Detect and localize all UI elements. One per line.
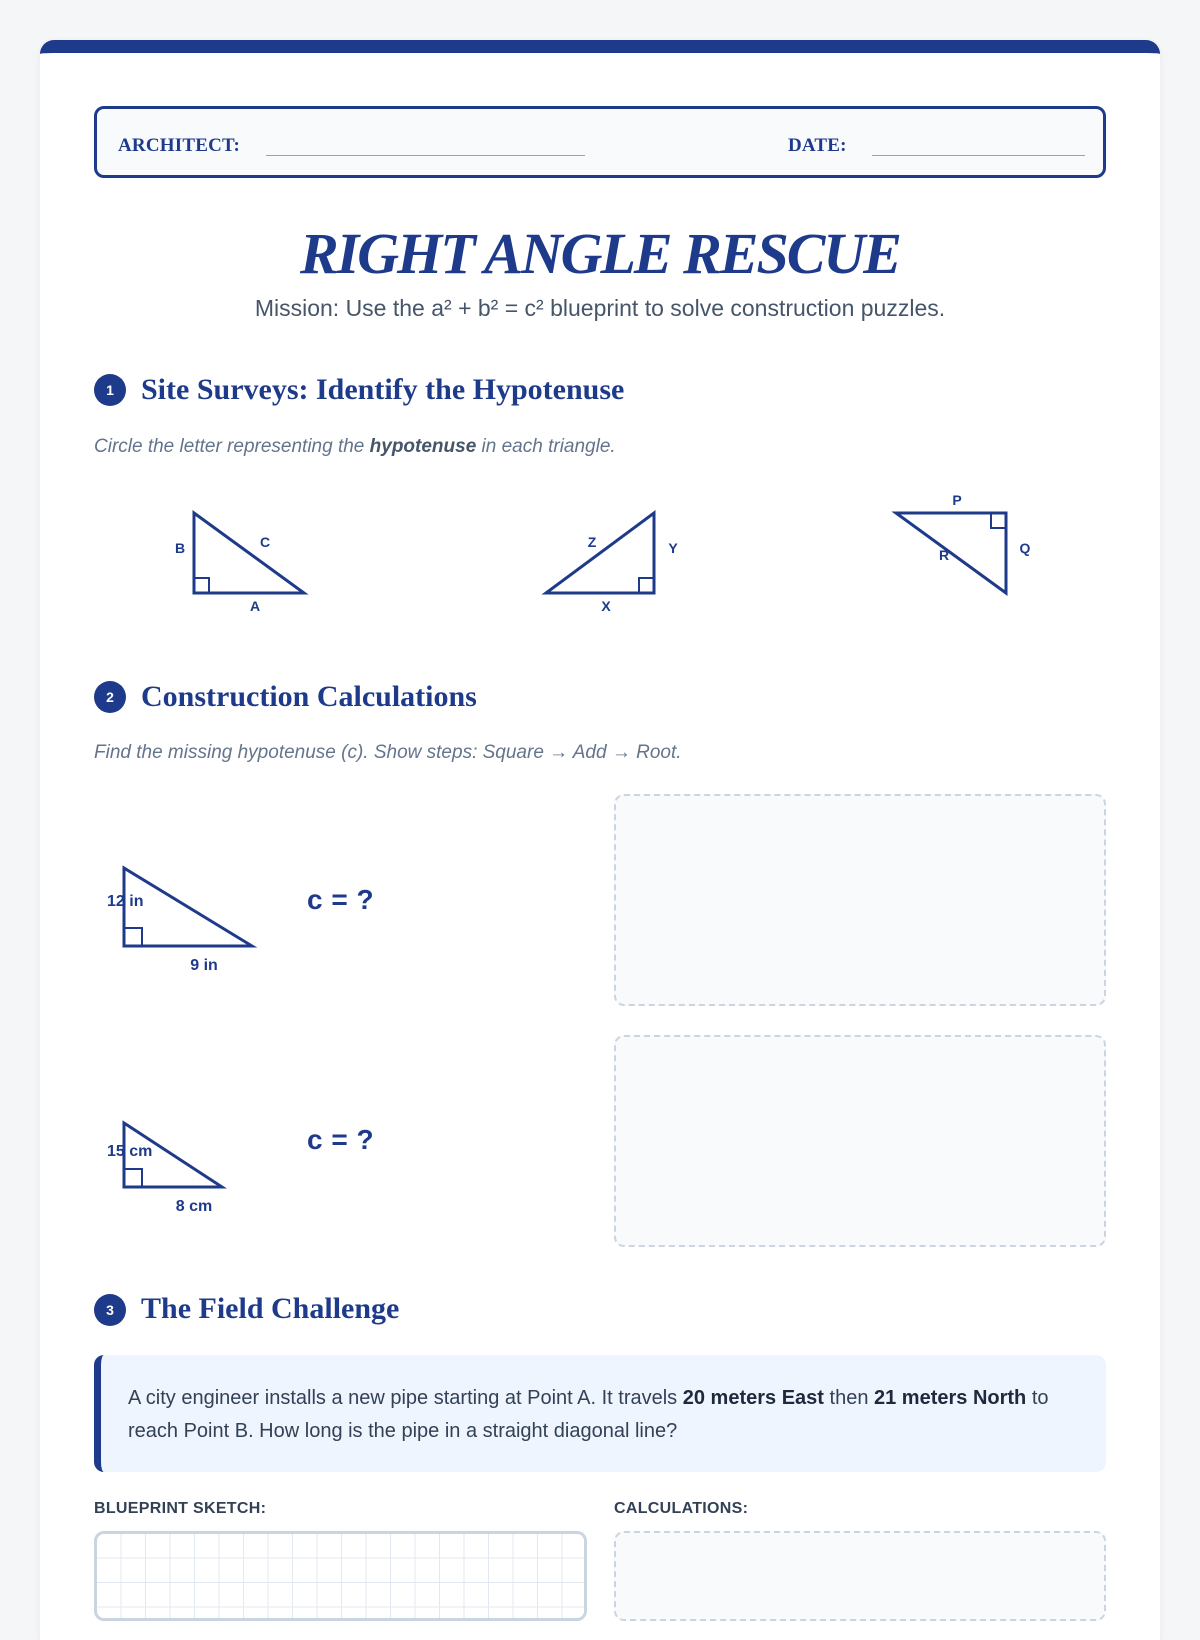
section-title: Construction Calculations bbox=[141, 680, 477, 713]
section-title: Site Surveys: Identify the Hypotenuse bbox=[141, 373, 625, 406]
leg-label-vertical: 12 in bbox=[107, 893, 144, 910]
page-subtitle: Mission: Use the a² + b² = c² blueprint to solve construction puzzles. bbox=[254, 295, 946, 321]
triangle-label: A bbox=[249, 598, 261, 614]
section-instruction: Find the missing hypotenuse (c). Show steps: Square → Add → Root. bbox=[94, 742, 682, 763]
leg-label-vertical: 15 cm bbox=[107, 1143, 153, 1160]
section-instruction: Circle the letter representing the hypotenuse in each triangle. bbox=[94, 436, 616, 457]
architect-name-field[interactable] bbox=[266, 155, 585, 156]
page-title: RIGHT ANGLE RESCUE bbox=[300, 221, 900, 286]
section-number-badge: 2 bbox=[94, 681, 126, 713]
word-problem-callout: A city engineer installs a new pipe starting at Point A. It travels 20 meters East then 21 meters North to reach Point B. How long is the pipe in a straight diagonal line? bbox=[94, 1355, 1106, 1472]
triangle-diagram bbox=[170, 505, 310, 615]
calculations-area[interactable] bbox=[614, 1531, 1106, 1621]
triangle-label: P bbox=[952, 492, 962, 508]
leg-label-horizontal: 9 in bbox=[190, 957, 218, 974]
triangle-label: Y bbox=[668, 540, 678, 556]
leg-label-horizontal: 8 cm bbox=[175, 1198, 213, 1215]
hypotenuse-equation: c = ? bbox=[307, 1124, 375, 1155]
section-number-badge: 1 bbox=[94, 374, 126, 406]
work-area[interactable] bbox=[614, 794, 1106, 1006]
triangle-diagram bbox=[890, 488, 1030, 598]
name-date-header bbox=[94, 106, 1106, 178]
triangle-label: B bbox=[174, 540, 186, 556]
triangle-diagram bbox=[100, 860, 270, 980]
work-area[interactable] bbox=[614, 1035, 1106, 1247]
triangle-label: C bbox=[259, 534, 271, 550]
blueprint-sketch-grid[interactable] bbox=[94, 1531, 587, 1621]
section-number-badge: 3 bbox=[94, 1294, 126, 1326]
triangle-diagram bbox=[100, 1115, 270, 1215]
triangle-label: X bbox=[601, 598, 611, 614]
architect-label: ARCHITECT: bbox=[118, 135, 240, 156]
triangle-label: R bbox=[938, 547, 950, 563]
date-label: DATE: bbox=[788, 135, 847, 156]
hypotenuse-equation: c = ? bbox=[307, 884, 375, 915]
triangle-label: Z bbox=[587, 534, 597, 550]
section-title: The Field Challenge bbox=[141, 1292, 400, 1325]
triangle-diagram bbox=[540, 505, 680, 615]
triangle-label: Q bbox=[1019, 540, 1031, 556]
calculations-label: CALCULATIONS: bbox=[614, 1500, 749, 1517]
sketch-label: BLUEPRINT SKETCH: bbox=[94, 1500, 267, 1517]
date-field[interactable] bbox=[872, 155, 1085, 156]
